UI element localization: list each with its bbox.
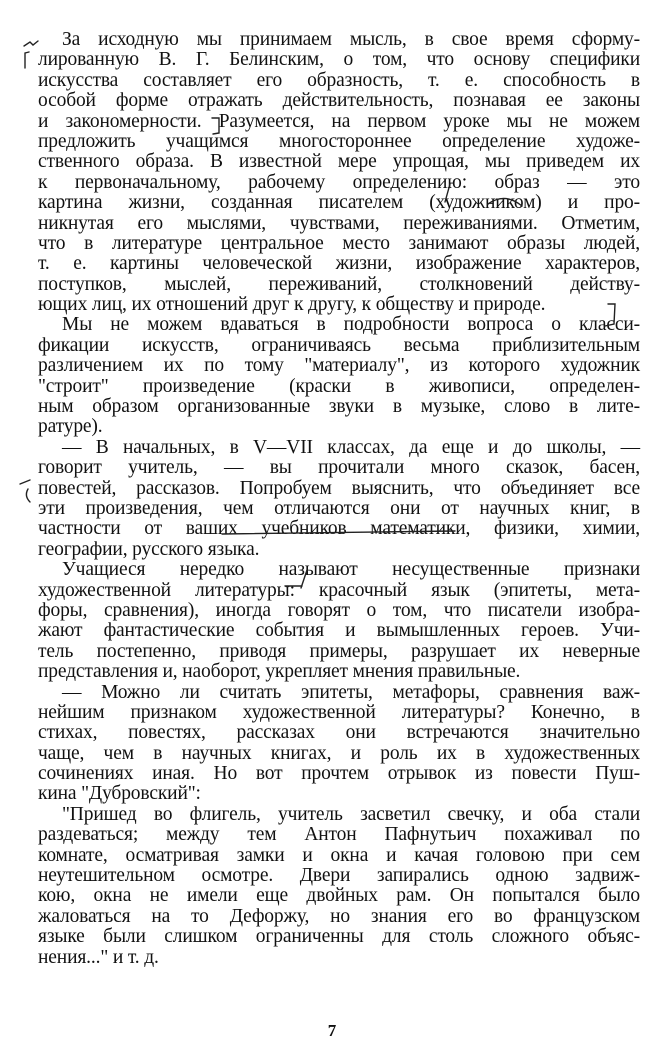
text-line: комнате, осматривая замки и окна и качая головою при сем bbox=[38, 844, 640, 866]
text-line: Учащиеся нередко называют несущественные признаки bbox=[62, 559, 640, 581]
text-line: говорит учитель, — вы прочитали много сказок, басен, bbox=[38, 457, 640, 479]
text-line: форы, сравнения), иногда говорят о том, что писатели изобра- bbox=[38, 599, 640, 621]
text-line: лированную В. Г. Белинским, о том, что основу специфики bbox=[38, 49, 640, 71]
text-line: чаще, чем в научных книгах, и роль их в художественных bbox=[38, 742, 640, 764]
text-line: географии, русского языка. bbox=[38, 538, 260, 560]
text-line: жают фантастические события и вымышленных героев. Учи- bbox=[38, 620, 640, 642]
text-line: различением их по тому "материалу", из которого художник bbox=[38, 355, 640, 377]
text-line: к первоначальному, рабочему определению: образ — это bbox=[38, 171, 640, 193]
text-line: За исходную мы принимаем мысль, в свое время сформу- bbox=[62, 29, 640, 50]
text-line: тель постепенно, приводя примеры, разрушает их неверные bbox=[38, 640, 640, 662]
bracket-mark-icon bbox=[26, 489, 30, 502]
text-line: жаловаться на то Дефоржу, но знания его во французском bbox=[38, 905, 640, 927]
text-line: кою, окна не имели еще двойных рам. Он попытался было bbox=[38, 885, 640, 907]
page-number: 7 bbox=[327, 1021, 337, 1040]
text-line: никнутая его мыслями, чувствами, переживаниями. Отметим, bbox=[38, 212, 640, 234]
text-line: раздеваться; между тем Антон Пафнутьич похаживал по bbox=[38, 824, 640, 846]
text-line: нения..." и т. д. bbox=[38, 946, 159, 968]
text-line: ющих лиц, их отношений друг к другу, к обществу и природе. bbox=[38, 294, 546, 316]
text-line: "строит" произведение (краски в живописи, определен- bbox=[38, 375, 640, 397]
text-line: художественной литературы: красочный язык (эпитеты, мета- bbox=[38, 579, 640, 601]
text-line: ственного образа. В известной мере упрощая, мы приведем их bbox=[38, 151, 640, 173]
text-line: т. е. картины человеческой жизни, изображение характеров, bbox=[38, 253, 640, 275]
text-line: частности от ваших учебников математики, физики, химии, bbox=[38, 518, 640, 540]
text-line: ным образом организованные звуки в музыке, слово в лите- bbox=[38, 396, 640, 418]
text-line: — Можно ли считать эпитеты, метафоры, сравнения важ- bbox=[62, 681, 640, 703]
text-line: что в литературе центральное место занимают образы людей, bbox=[38, 232, 640, 254]
bracket-mark-icon bbox=[25, 52, 29, 68]
text-line: особой форме отражать действительность, познавая ее законы bbox=[38, 90, 640, 112]
dash-mark-icon bbox=[20, 480, 30, 484]
text-line: нейшим признаком художественной литературы? Конечно, в bbox=[38, 701, 640, 723]
text-line: — В начальных, в V—VII классах, да еще и до школы, — bbox=[62, 436, 640, 458]
text-line: ратуре). bbox=[38, 416, 103, 438]
text-line: искусства составляет его образность, т. е. способность в bbox=[38, 69, 640, 91]
text-line: стихах, повестях, рассказах они встречаются значительно bbox=[38, 722, 640, 744]
text-line: Мы не можем вдаваться в подробности вопроса о класси- bbox=[62, 314, 640, 336]
text-line: эти произведения, чем отличаются они от научных книг, в bbox=[38, 497, 640, 519]
text-line: предложить учащимся многостороннее определение художе- bbox=[38, 130, 640, 152]
text-line: поступков, мыслей, переживаний, столкновений действу- bbox=[38, 273, 640, 295]
text-line: и закономерности. Разумеется, на первом уроке мы не можем bbox=[38, 110, 640, 132]
text-line: фикации искусств, ограничиваясь весьма приблизительным bbox=[38, 334, 640, 356]
text-line: повестей, рассказов. Попробуем выяснить, что объединяет все bbox=[38, 477, 640, 499]
text-line: неутешительном осмотре. Двери запирались одною задвиж- bbox=[38, 865, 640, 887]
text-line: языке были слишком ограниченны для столь сложного объяс- bbox=[38, 926, 640, 948]
bracket-mark-icon bbox=[24, 41, 38, 46]
text-column bbox=[38, 30, 640, 968]
text-line: кина "Дубровский": bbox=[38, 783, 201, 805]
text-line: картина жизни, созданная писателем (художником) и про- bbox=[38, 192, 640, 214]
text-line: "Пришед во флигель, учитель засветил свечку, и оба стали bbox=[62, 803, 640, 825]
text-line: представления и, наоборот, укрепляет мнения правильные. bbox=[38, 661, 521, 683]
text-line: сочинениях иная. Но вот прочтем отрывок из повести Пуш- bbox=[38, 763, 640, 785]
